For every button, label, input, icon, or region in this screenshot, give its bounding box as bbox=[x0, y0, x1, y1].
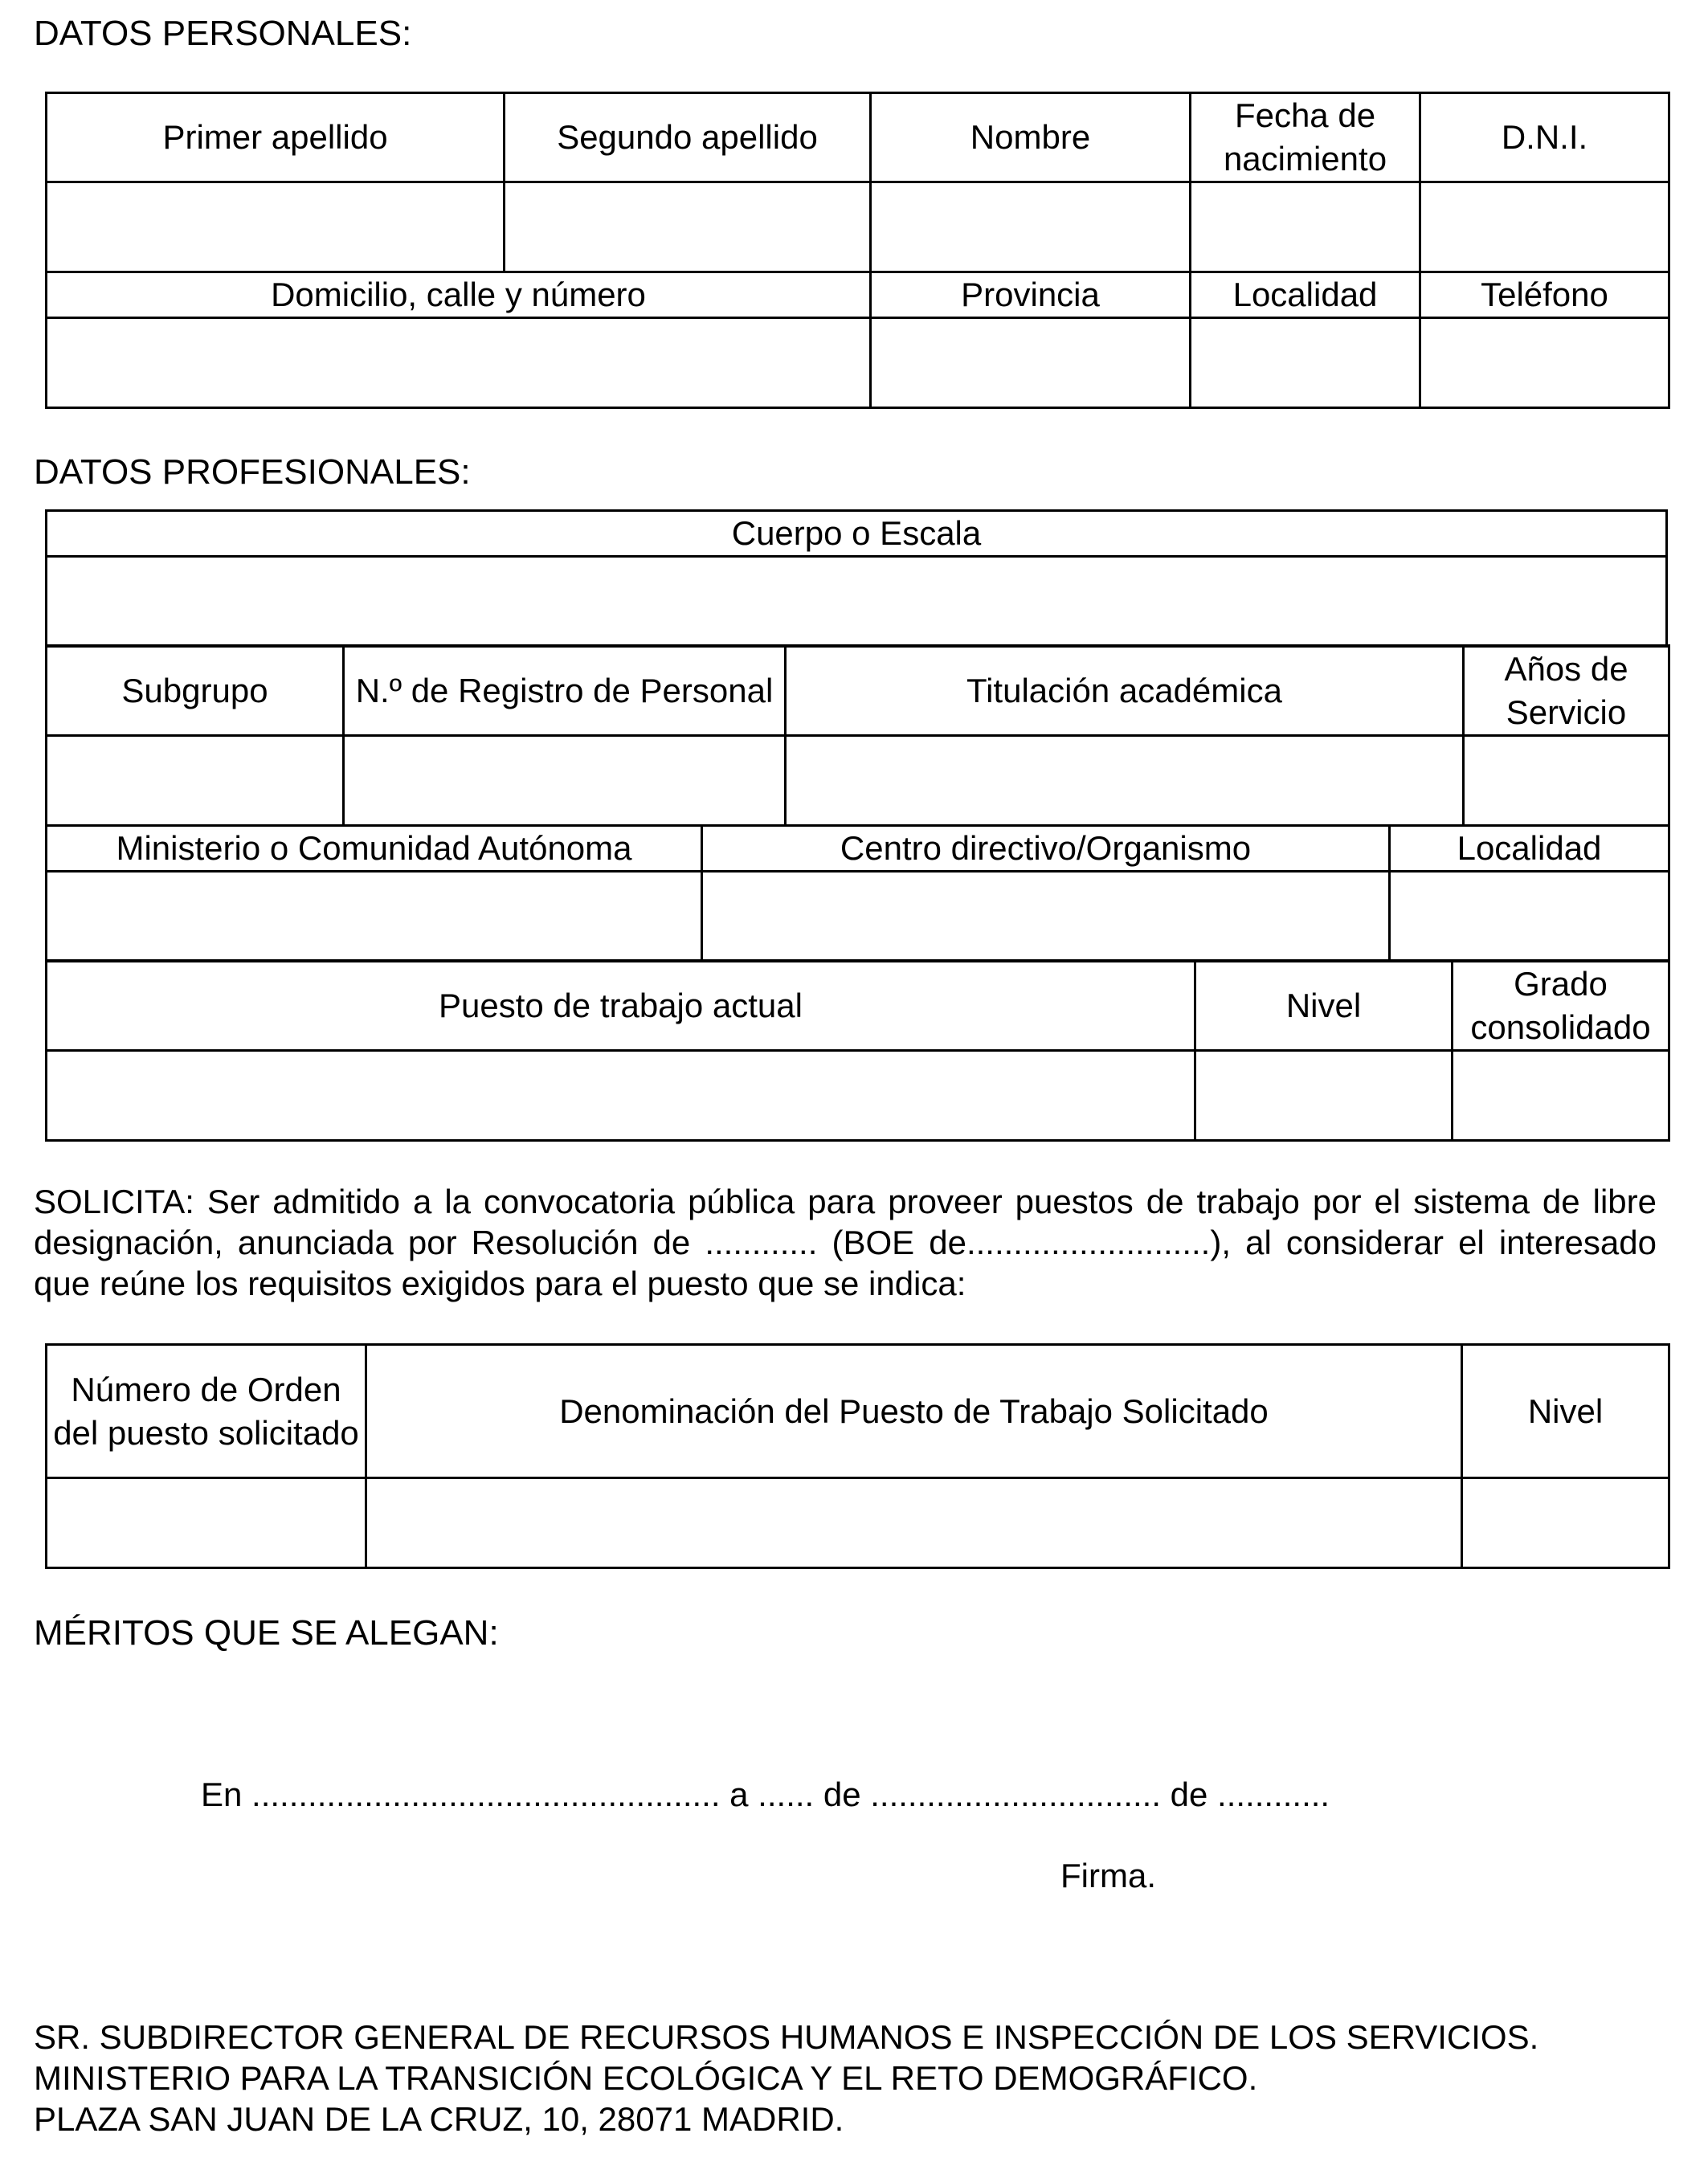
place-date-line: En .................................................. a ...... de ............................... de ............ bbox=[201, 1776, 1330, 1813]
header-primer-apellido: Primer apellido bbox=[47, 93, 505, 182]
field-cuerpo-escala[interactable] bbox=[47, 557, 1667, 647]
recipient-line-3: PLAZA SAN JUAN DE LA CRUZ, 10, 28071 MADRID. bbox=[34, 2100, 844, 2138]
section-title-meritos: MÉRITOS QUE SE ALEGAN: bbox=[34, 1613, 499, 1653]
header-dni: D.N.I. bbox=[1420, 93, 1669, 182]
header-grado-consolidado: Grado consolidado bbox=[1453, 961, 1669, 1051]
field-domicilio[interactable] bbox=[47, 318, 871, 408]
header-nivel-solicitado: Nivel bbox=[1462, 1345, 1669, 1478]
field-anos-servicio[interactable] bbox=[1464, 736, 1669, 826]
recipient-address bbox=[34, 2017, 1538, 2139]
recipient-line-2: MINISTERIO PARA LA TRANSICIÓN ECOLÓGICA Y EL RETO DEMOGRÁFICO. bbox=[34, 2059, 1258, 2097]
header-numero-orden: Número de Orden del puesto solicitado bbox=[47, 1345, 366, 1478]
header-provincia: Provincia bbox=[871, 272, 1191, 318]
solicita-paragraph: SOLICITA: Ser admitido a la convocatoria pública para proveer puestos de trabajo por el sistema de libre designación, anunciada por Resolución de ............ (BOE de..........................), al considerar el interesado que reúne los requisitos exigidos para el puesto que se indica: bbox=[34, 1183, 1657, 1302]
header-cuerpo-escala: Cuerpo o Escala bbox=[47, 511, 1667, 557]
field-ministerio[interactable] bbox=[47, 872, 702, 962]
field-localidad[interactable] bbox=[1191, 318, 1420, 408]
cuerpo-table bbox=[45, 509, 1668, 648]
field-telefono[interactable] bbox=[1420, 318, 1669, 408]
header-subgrupo: Subgrupo bbox=[47, 646, 344, 736]
header-nombre: Nombre bbox=[871, 93, 1191, 182]
field-segundo-apellido[interactable] bbox=[505, 182, 871, 272]
field-titulacion[interactable] bbox=[786, 736, 1464, 826]
header-segundo-apellido: Segundo apellido bbox=[505, 93, 871, 182]
header-titulacion: Titulación académica bbox=[786, 646, 1464, 736]
puesto-actual-table bbox=[45, 959, 1670, 1142]
header-domicilio: Domicilio, calle y número bbox=[47, 272, 871, 318]
header-telefono: Teléfono bbox=[1420, 272, 1669, 318]
subgrupo-table bbox=[45, 644, 1670, 827]
field-nombre[interactable] bbox=[871, 182, 1191, 272]
field-subgrupo[interactable] bbox=[47, 736, 344, 826]
field-primer-apellido[interactable] bbox=[47, 182, 505, 272]
field-dni[interactable] bbox=[1420, 182, 1669, 272]
field-nivel[interactable] bbox=[1195, 1051, 1453, 1141]
field-numero-orden[interactable] bbox=[47, 1478, 366, 1568]
field-centro-directivo[interactable] bbox=[702, 872, 1390, 962]
ministerio-table bbox=[45, 824, 1670, 962]
header-denominacion-puesto: Denominación del Puesto de Trabajo Solicitado bbox=[366, 1345, 1462, 1478]
section-title-datos-personales: DATOS PERSONALES: bbox=[34, 14, 412, 53]
signature-label: Firma. bbox=[1060, 1857, 1156, 1894]
field-puesto-actual[interactable] bbox=[47, 1051, 1195, 1141]
field-fecha-nacimiento[interactable] bbox=[1191, 182, 1420, 272]
personal-data-table bbox=[45, 92, 1670, 409]
field-grado-consolidado[interactable] bbox=[1453, 1051, 1669, 1141]
header-fecha-nacimiento: Fecha de nacimiento bbox=[1191, 93, 1420, 182]
header-centro-directivo: Centro directivo/Organismo bbox=[702, 826, 1390, 872]
field-localidad-profesional[interactable] bbox=[1390, 872, 1669, 962]
field-provincia[interactable] bbox=[871, 318, 1191, 408]
field-nivel-solicitado[interactable] bbox=[1462, 1478, 1669, 1568]
header-anos-servicio: Años de Servicio bbox=[1464, 646, 1669, 736]
header-ministerio: Ministerio o Comunidad Autónoma bbox=[47, 826, 702, 872]
header-nivel: Nivel bbox=[1195, 961, 1453, 1051]
recipient-line-1: SR. SUBDIRECTOR GENERAL DE RECURSOS HUMANOS E INSPECCIÓN DE LOS SERVICIOS. bbox=[34, 2018, 1539, 2056]
header-localidad: Localidad bbox=[1191, 272, 1420, 318]
header-localidad-profesional: Localidad bbox=[1390, 826, 1669, 872]
section-title-datos-profesionales: DATOS PROFESIONALES: bbox=[34, 452, 471, 492]
header-registro-personal: N.º de Registro de Personal bbox=[344, 646, 786, 736]
field-denominacion-puesto[interactable] bbox=[366, 1478, 1462, 1568]
header-puesto-actual: Puesto de trabajo actual bbox=[47, 961, 1195, 1051]
puesto-solicitado-table bbox=[45, 1343, 1670, 1569]
field-registro-personal[interactable] bbox=[344, 736, 786, 826]
